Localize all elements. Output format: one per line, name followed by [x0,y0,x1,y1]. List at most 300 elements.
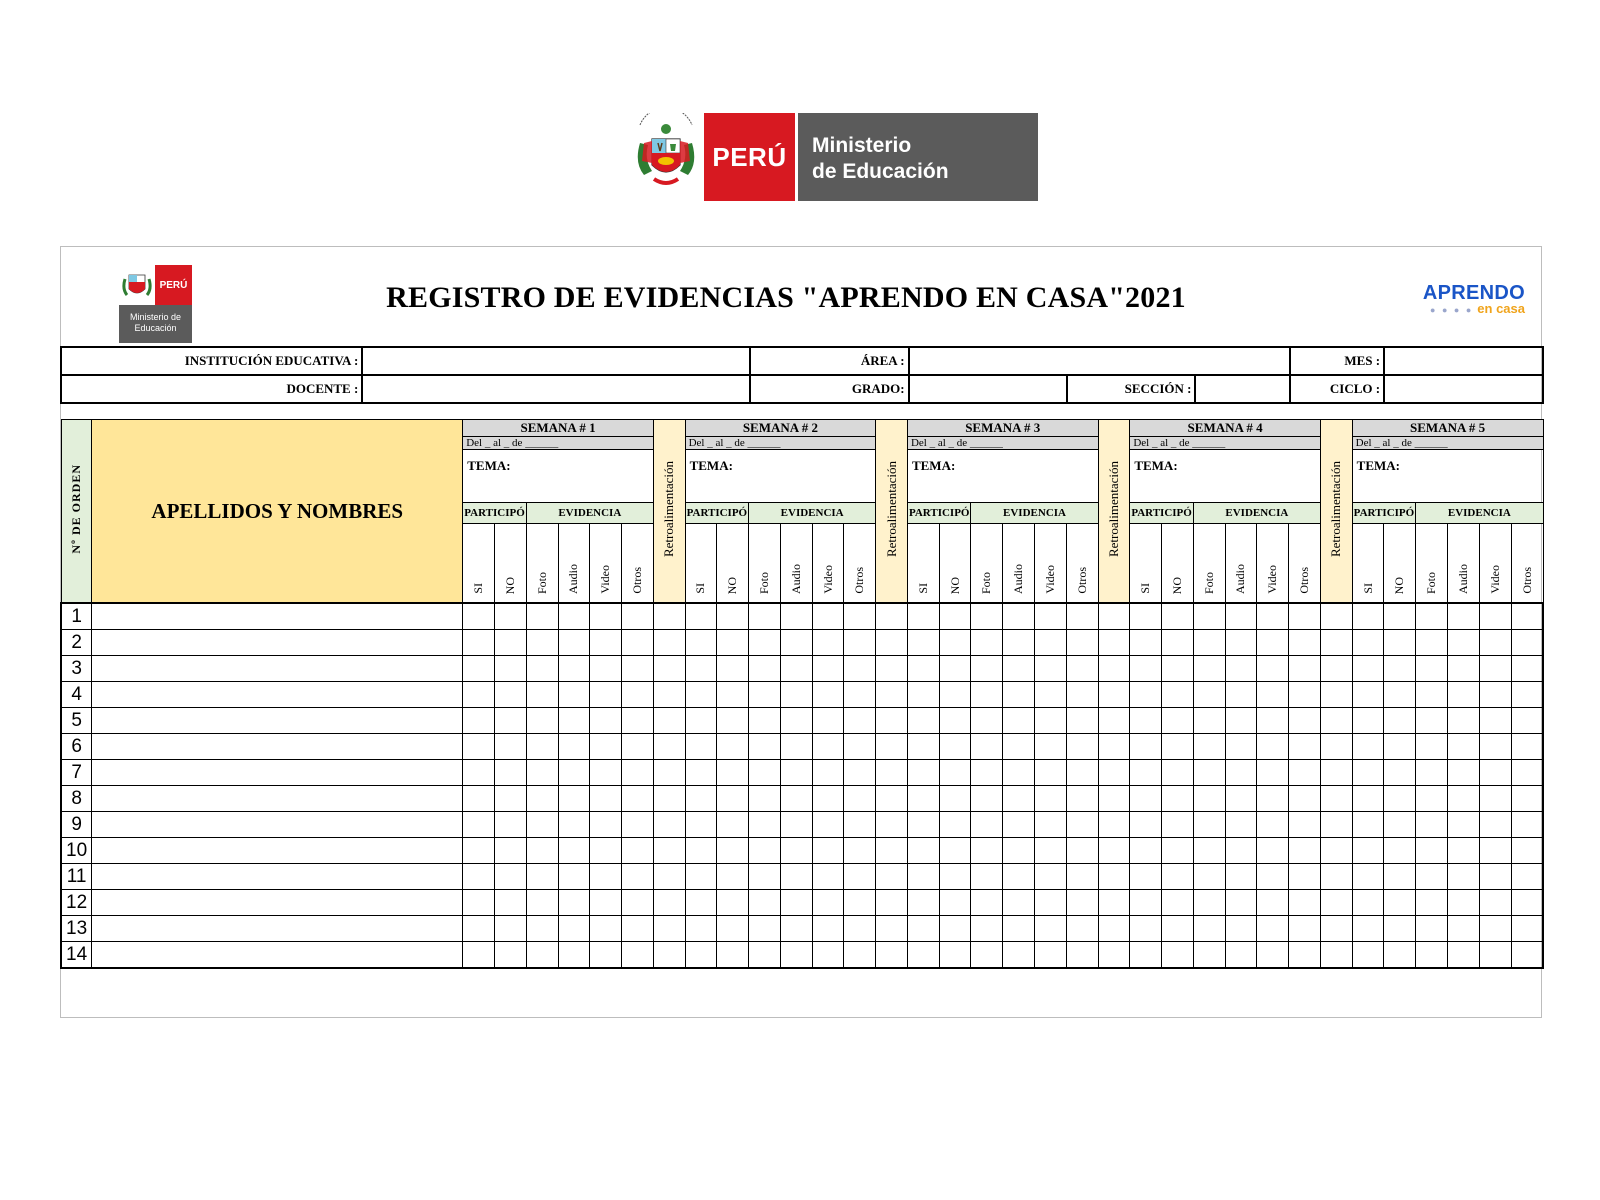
check-cell-no[interactable] [495,708,527,734]
check-cell-audio[interactable] [1003,942,1035,969]
check-cell-audio[interactable] [558,630,590,656]
check-cell-no[interactable] [939,630,971,656]
check-cell-no[interactable] [717,630,749,656]
check-cell-foto[interactable] [1416,812,1448,838]
check-cell-foto[interactable] [971,864,1003,890]
check-cell-foto[interactable] [1416,734,1448,760]
check-cell-si[interactable] [463,812,495,838]
retro-cell[interactable] [653,630,685,656]
check-cell-audio[interactable] [558,786,590,812]
check-cell-otros[interactable] [1066,890,1098,916]
check-cell-no[interactable] [717,603,749,630]
check-cell-si[interactable] [907,838,939,864]
check-cell-no[interactable] [717,812,749,838]
check-cell-foto[interactable] [1193,734,1225,760]
check-cell-video[interactable] [1479,682,1511,708]
retro-cell[interactable] [1098,916,1130,942]
check-cell-foto[interactable] [971,656,1003,682]
check-cell-video[interactable] [812,864,844,890]
retro-cell[interactable] [876,760,908,786]
check-cell-audio[interactable] [780,890,812,916]
check-cell-no[interactable] [1162,890,1194,916]
check-cell-foto[interactable] [1416,656,1448,682]
check-cell-otros[interactable] [1289,916,1321,942]
check-cell-si[interactable] [1352,682,1384,708]
retro-cell[interactable] [876,708,908,734]
retro-cell[interactable] [653,786,685,812]
check-cell-si[interactable] [907,708,939,734]
check-cell-si[interactable] [1130,708,1162,734]
check-cell-video[interactable] [1257,812,1289,838]
check-cell-video[interactable] [812,603,844,630]
check-cell-audio[interactable] [1447,864,1479,890]
check-cell-si[interactable] [907,786,939,812]
check-cell-si[interactable] [1352,656,1384,682]
check-cell-audio[interactable] [558,682,590,708]
retro-cell[interactable] [876,630,908,656]
check-cell-video[interactable] [590,734,622,760]
check-cell-no[interactable] [1384,760,1416,786]
check-cell-audio[interactable] [1447,682,1479,708]
check-cell-foto[interactable] [1193,630,1225,656]
retro-cell[interactable] [1098,630,1130,656]
check-cell-otros[interactable] [1511,812,1543,838]
retro-cell[interactable] [653,916,685,942]
check-cell-audio[interactable] [1447,734,1479,760]
check-cell-si[interactable] [1352,603,1384,630]
seccion-field[interactable] [1195,375,1289,403]
check-cell-si[interactable] [463,656,495,682]
check-cell-video[interactable] [1035,890,1067,916]
mes-field[interactable] [1384,347,1543,375]
check-cell-otros[interactable] [1066,656,1098,682]
check-cell-otros[interactable] [1511,838,1543,864]
check-cell-si[interactable] [463,603,495,630]
check-cell-foto[interactable] [1416,916,1448,942]
check-cell-no[interactable] [495,864,527,890]
check-cell-foto[interactable] [1193,838,1225,864]
check-cell-otros[interactable] [1289,603,1321,630]
check-cell-video[interactable] [1035,916,1067,942]
check-cell-foto[interactable] [1416,890,1448,916]
check-cell-otros[interactable] [622,734,654,760]
check-cell-foto[interactable] [526,708,558,734]
check-cell-audio[interactable] [558,734,590,760]
check-cell-otros[interactable] [1066,603,1098,630]
retro-cell[interactable] [876,864,908,890]
check-cell-audio[interactable] [558,864,590,890]
check-cell-foto[interactable] [749,812,781,838]
check-cell-video[interactable] [1035,760,1067,786]
check-cell-otros[interactable] [1511,708,1543,734]
check-cell-foto[interactable] [526,890,558,916]
check-cell-foto[interactable] [526,838,558,864]
check-cell-no[interactable] [1162,786,1194,812]
retro-cell[interactable] [1098,708,1130,734]
check-cell-no[interactable] [1162,682,1194,708]
check-cell-foto[interactable] [1193,656,1225,682]
check-cell-audio[interactable] [1003,734,1035,760]
check-cell-otros[interactable] [622,682,654,708]
check-cell-si[interactable] [1130,734,1162,760]
retro-cell[interactable] [1320,916,1352,942]
check-cell-audio[interactable] [1003,916,1035,942]
check-cell-audio[interactable] [1447,656,1479,682]
check-cell-otros[interactable] [622,708,654,734]
check-cell-si[interactable] [685,734,717,760]
check-cell-otros[interactable] [1511,656,1543,682]
check-cell-si[interactable] [1130,630,1162,656]
check-cell-foto[interactable] [971,630,1003,656]
check-cell-video[interactable] [1257,864,1289,890]
check-cell-no[interactable] [717,760,749,786]
check-cell-si[interactable] [1130,864,1162,890]
student-name-cell[interactable] [92,864,463,890]
check-cell-otros[interactable] [844,630,876,656]
retro-cell[interactable] [1320,630,1352,656]
retro-cell[interactable] [1320,812,1352,838]
check-cell-audio[interactable] [1003,603,1035,630]
check-cell-foto[interactable] [1193,786,1225,812]
check-cell-audio[interactable] [1225,838,1257,864]
check-cell-no[interactable] [1162,734,1194,760]
check-cell-foto[interactable] [526,734,558,760]
check-cell-no[interactable] [939,734,971,760]
check-cell-si[interactable] [463,864,495,890]
check-cell-no[interactable] [495,812,527,838]
retro-cell[interactable] [876,812,908,838]
check-cell-audio[interactable] [780,760,812,786]
check-cell-otros[interactable] [1066,682,1098,708]
check-cell-foto[interactable] [1193,708,1225,734]
check-cell-no[interactable] [495,603,527,630]
check-cell-video[interactable] [1035,682,1067,708]
retro-cell[interactable] [1320,603,1352,630]
check-cell-audio[interactable] [558,890,590,916]
student-name-cell[interactable] [92,916,463,942]
check-cell-no[interactable] [939,890,971,916]
check-cell-no[interactable] [717,864,749,890]
check-cell-foto[interactable] [971,682,1003,708]
check-cell-foto[interactable] [971,760,1003,786]
check-cell-no[interactable] [1162,864,1194,890]
check-cell-audio[interactable] [1447,838,1479,864]
check-cell-no[interactable] [495,838,527,864]
check-cell-video[interactable] [1035,656,1067,682]
check-cell-foto[interactable] [971,708,1003,734]
check-cell-video[interactable] [590,838,622,864]
retro-cell[interactable] [653,942,685,969]
check-cell-foto[interactable] [971,734,1003,760]
check-cell-si[interactable] [1130,916,1162,942]
retro-cell[interactable] [1320,760,1352,786]
check-cell-audio[interactable] [558,916,590,942]
check-cell-no[interactable] [939,656,971,682]
check-cell-otros[interactable] [844,734,876,760]
check-cell-audio[interactable] [1447,942,1479,969]
check-cell-si[interactable] [1130,890,1162,916]
check-cell-audio[interactable] [780,734,812,760]
check-cell-foto[interactable] [749,864,781,890]
check-cell-audio[interactable] [1225,890,1257,916]
check-cell-audio[interactable] [558,760,590,786]
check-cell-audio[interactable] [1225,812,1257,838]
check-cell-si[interactable] [1352,838,1384,864]
check-cell-si[interactable] [1352,812,1384,838]
check-cell-no[interactable] [1384,890,1416,916]
check-cell-si[interactable] [907,812,939,838]
check-cell-no[interactable] [1162,603,1194,630]
check-cell-si[interactable] [1352,786,1384,812]
check-cell-video[interactable] [1257,942,1289,969]
check-cell-si[interactable] [463,630,495,656]
check-cell-si[interactable] [907,682,939,708]
check-cell-video[interactable] [812,656,844,682]
check-cell-audio[interactable] [780,682,812,708]
check-cell-video[interactable] [1035,812,1067,838]
student-name-cell[interactable] [92,630,463,656]
check-cell-audio[interactable] [1003,682,1035,708]
retro-cell[interactable] [653,812,685,838]
check-cell-si[interactable] [463,708,495,734]
check-cell-otros[interactable] [1066,942,1098,969]
check-cell-audio[interactable] [1225,760,1257,786]
check-cell-video[interactable] [1479,812,1511,838]
check-cell-otros[interactable] [844,603,876,630]
check-cell-video[interactable] [812,812,844,838]
retro-cell[interactable] [876,890,908,916]
check-cell-otros[interactable] [844,838,876,864]
check-cell-no[interactable] [939,708,971,734]
student-name-cell[interactable] [92,734,463,760]
check-cell-otros[interactable] [1289,812,1321,838]
retro-cell[interactable] [876,682,908,708]
week-date-range[interactable]: Del _ al _ de ______ [685,437,876,450]
week-date-range[interactable]: Del _ al _ de ______ [907,437,1098,450]
retro-cell[interactable] [876,603,908,630]
check-cell-no[interactable] [1384,708,1416,734]
check-cell-si[interactable] [907,864,939,890]
check-cell-audio[interactable] [558,708,590,734]
check-cell-no[interactable] [1162,838,1194,864]
retro-cell[interactable] [876,838,908,864]
check-cell-audio[interactable] [1003,890,1035,916]
check-cell-video[interactable] [1257,603,1289,630]
check-cell-video[interactable] [1257,734,1289,760]
check-cell-si[interactable] [907,630,939,656]
institucion-field[interactable] [362,347,749,375]
check-cell-si[interactable] [685,708,717,734]
check-cell-foto[interactable] [526,760,558,786]
check-cell-no[interactable] [939,760,971,786]
check-cell-si[interactable] [907,890,939,916]
check-cell-no[interactable] [1384,734,1416,760]
check-cell-no[interactable] [495,942,527,969]
check-cell-si[interactable] [1130,838,1162,864]
week-tema[interactable]: TEMA: [907,450,1098,503]
check-cell-si[interactable] [1352,916,1384,942]
check-cell-no[interactable] [1384,603,1416,630]
check-cell-foto[interactable] [749,916,781,942]
check-cell-otros[interactable] [1289,682,1321,708]
check-cell-audio[interactable] [780,630,812,656]
check-cell-no[interactable] [1162,942,1194,969]
check-cell-si[interactable] [685,603,717,630]
retro-cell[interactable] [1098,864,1130,890]
check-cell-no[interactable] [495,890,527,916]
retro-cell[interactable] [876,786,908,812]
check-cell-audio[interactable] [1003,864,1035,890]
check-cell-video[interactable] [812,916,844,942]
check-cell-video[interactable] [1035,734,1067,760]
check-cell-otros[interactable] [1511,942,1543,969]
retro-cell[interactable] [1098,734,1130,760]
check-cell-audio[interactable] [1003,786,1035,812]
retro-cell[interactable] [876,656,908,682]
check-cell-otros[interactable] [1511,890,1543,916]
check-cell-otros[interactable] [1289,760,1321,786]
check-cell-no[interactable] [1384,864,1416,890]
check-cell-si[interactable] [1130,682,1162,708]
check-cell-video[interactable] [1257,916,1289,942]
check-cell-audio[interactable] [1225,682,1257,708]
check-cell-foto[interactable] [1416,630,1448,656]
check-cell-video[interactable] [812,890,844,916]
check-cell-si[interactable] [1130,760,1162,786]
check-cell-foto[interactable] [1416,864,1448,890]
check-cell-no[interactable] [717,656,749,682]
check-cell-audio[interactable] [1225,708,1257,734]
check-cell-otros[interactable] [1066,630,1098,656]
retro-cell[interactable] [1098,760,1130,786]
check-cell-no[interactable] [1162,760,1194,786]
check-cell-no[interactable] [717,916,749,942]
check-cell-si[interactable] [685,838,717,864]
student-name-cell[interactable] [92,760,463,786]
check-cell-no[interactable] [1384,812,1416,838]
check-cell-otros[interactable] [1511,682,1543,708]
check-cell-otros[interactable] [622,916,654,942]
check-cell-video[interactable] [812,682,844,708]
area-field[interactable] [909,347,1290,375]
retro-cell[interactable] [1320,864,1352,890]
check-cell-foto[interactable] [526,603,558,630]
check-cell-si[interactable] [1352,734,1384,760]
check-cell-audio[interactable] [1225,916,1257,942]
retro-cell[interactable] [1320,734,1352,760]
check-cell-no[interactable] [495,630,527,656]
check-cell-audio[interactable] [780,812,812,838]
check-cell-otros[interactable] [1066,864,1098,890]
retro-cell[interactable] [653,734,685,760]
check-cell-audio[interactable] [558,603,590,630]
check-cell-audio[interactable] [558,656,590,682]
student-name-cell[interactable] [92,890,463,916]
docente-field[interactable] [362,375,749,403]
check-cell-audio[interactable] [1003,812,1035,838]
retro-cell[interactable] [1098,812,1130,838]
check-cell-audio[interactable] [780,708,812,734]
check-cell-no[interactable] [495,734,527,760]
check-cell-audio[interactable] [1225,656,1257,682]
check-cell-foto[interactable] [971,942,1003,969]
student-name-cell[interactable] [92,786,463,812]
check-cell-video[interactable] [1479,864,1511,890]
check-cell-si[interactable] [685,786,717,812]
check-cell-foto[interactable] [749,890,781,916]
retro-cell[interactable] [1098,838,1130,864]
check-cell-no[interactable] [717,942,749,969]
check-cell-video[interactable] [1479,630,1511,656]
check-cell-otros[interactable] [1289,630,1321,656]
retro-cell[interactable] [1320,656,1352,682]
check-cell-foto[interactable] [749,630,781,656]
check-cell-foto[interactable] [971,890,1003,916]
check-cell-no[interactable] [495,682,527,708]
check-cell-video[interactable] [590,656,622,682]
check-cell-no[interactable] [717,838,749,864]
check-cell-otros[interactable] [1511,786,1543,812]
check-cell-otros[interactable] [622,812,654,838]
check-cell-no[interactable] [495,656,527,682]
retro-cell[interactable] [653,838,685,864]
check-cell-no[interactable] [939,916,971,942]
check-cell-si[interactable] [1352,760,1384,786]
check-cell-video[interactable] [1479,708,1511,734]
check-cell-si[interactable] [907,734,939,760]
check-cell-video[interactable] [1035,864,1067,890]
week-tema[interactable]: TEMA: [1352,450,1543,503]
check-cell-audio[interactable] [1225,864,1257,890]
check-cell-no[interactable] [939,864,971,890]
check-cell-otros[interactable] [1066,916,1098,942]
check-cell-otros[interactable] [622,786,654,812]
check-cell-si[interactable] [1130,656,1162,682]
check-cell-video[interactable] [1479,838,1511,864]
check-cell-video[interactable] [1257,656,1289,682]
check-cell-foto[interactable] [749,734,781,760]
check-cell-otros[interactable] [844,864,876,890]
check-cell-otros[interactable] [1066,734,1098,760]
check-cell-no[interactable] [1384,916,1416,942]
check-cell-otros[interactable] [1066,812,1098,838]
week-tema[interactable]: TEMA: [1130,450,1321,503]
student-name-cell[interactable] [92,682,463,708]
check-cell-si[interactable] [685,656,717,682]
check-cell-si[interactable] [685,942,717,969]
check-cell-otros[interactable] [622,838,654,864]
check-cell-otros[interactable] [622,760,654,786]
check-cell-video[interactable] [812,760,844,786]
check-cell-audio[interactable] [780,838,812,864]
check-cell-foto[interactable] [1416,786,1448,812]
check-cell-audio[interactable] [1447,708,1479,734]
check-cell-foto[interactable] [1416,603,1448,630]
check-cell-audio[interactable] [1225,942,1257,969]
check-cell-no[interactable] [495,760,527,786]
student-name-cell[interactable] [92,708,463,734]
check-cell-no[interactable] [717,890,749,916]
check-cell-audio[interactable] [1447,630,1479,656]
check-cell-video[interactable] [1257,838,1289,864]
check-cell-foto[interactable] [1416,942,1448,969]
check-cell-video[interactable] [1035,786,1067,812]
check-cell-otros[interactable] [844,916,876,942]
check-cell-audio[interactable] [1447,812,1479,838]
check-cell-audio[interactable] [1003,656,1035,682]
check-cell-video[interactable] [1479,786,1511,812]
check-cell-no[interactable] [1162,656,1194,682]
